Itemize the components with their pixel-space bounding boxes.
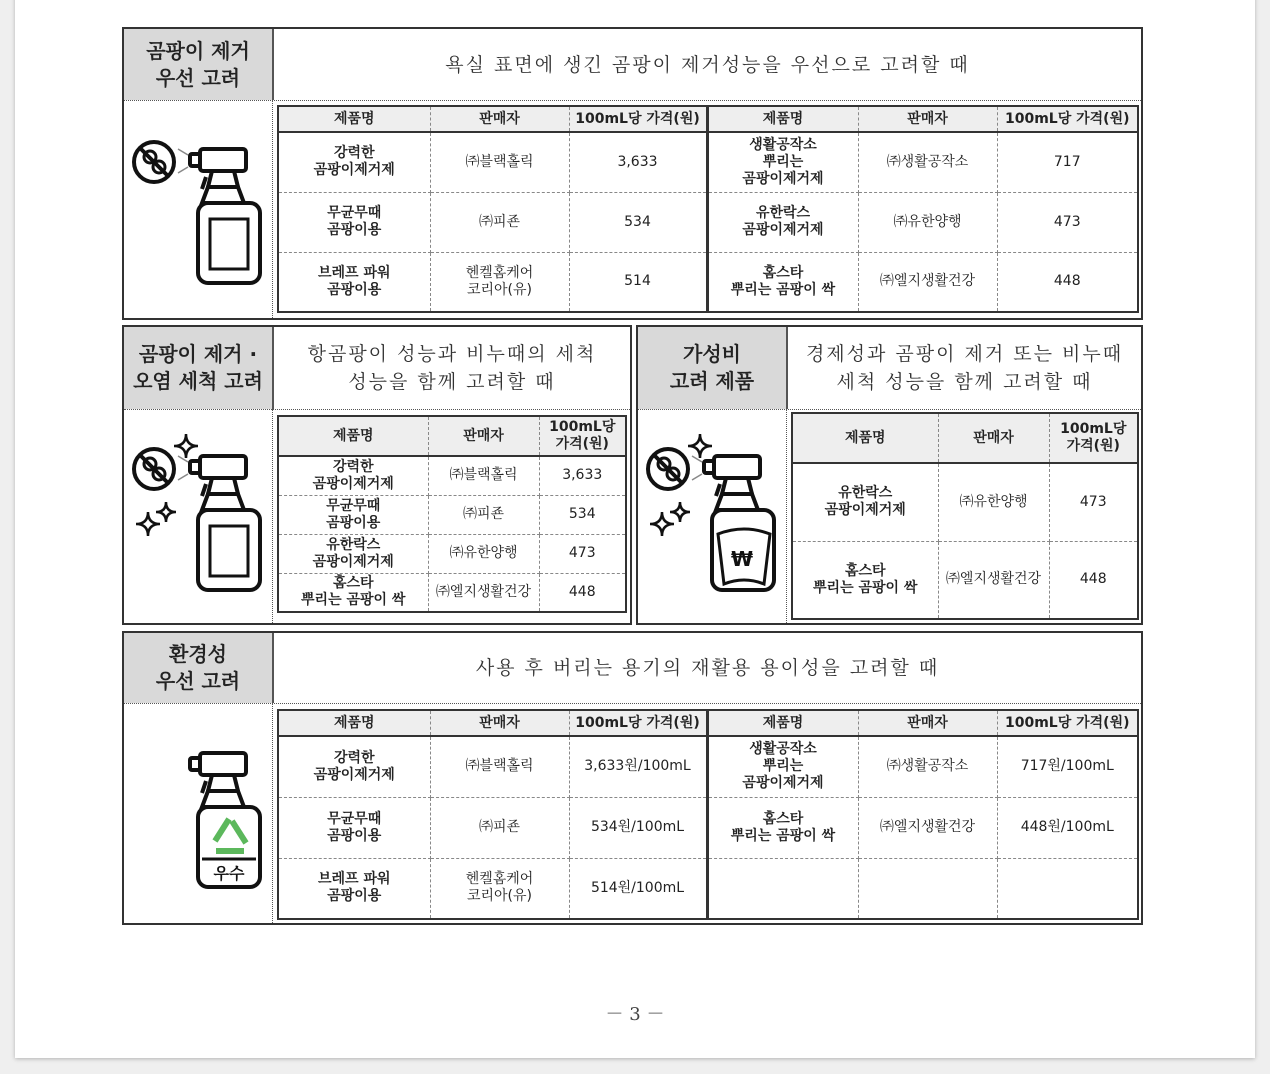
table-row [278,858,1138,919]
spray-bottle-icon [128,731,268,895]
price-cell: 473 [997,192,1138,252]
section-mold-and-stain-cleaning [122,325,632,625]
table-row [278,495,626,534]
spray-bottle-recycle-icon [124,703,273,923]
column-header: 100mL당 가격(원) [539,416,626,456]
section-cost-effective [636,325,1143,625]
product-name-cell: 브레프 파워 곰팡이용 [278,252,430,312]
price-cell: 534원/100mL [569,797,707,858]
product-name-cell: 홈스타 뿌리는 곰팡이 싹 [278,573,428,612]
seller-cell: ㈜유한양행 [858,192,997,252]
column-header: 판매자 [858,106,997,132]
product-name-cell: 홈스타 뿌리는 곰팡이 싹 [707,797,858,858]
section-label: 가성비 고려 제품 [638,327,788,409]
section-label: 곰팡이 제거 우선 고려 [124,29,274,100]
column-header: 제품명 [707,710,858,736]
section-environmental-priority [122,631,1143,925]
seller-cell: ㈜블랙홀릭 [428,456,539,495]
price-cell [997,858,1138,919]
seller-cell: ㈜엘지생활건강 [858,797,997,858]
column-header: 판매자 [430,106,569,132]
price-cell: 514원/100mL [569,858,707,919]
price-cell: 448 [1049,541,1138,619]
svg-text:우수: 우수 [213,864,245,883]
product-name-cell: 강력한 곰팡이제거제 [278,456,428,495]
section-description: 욕실 표면에 생긴 곰팡이 제거성능을 우선으로 고려할 때 [445,53,970,76]
seller-cell: ㈜피죤 [430,192,569,252]
price-cell: 3,633 [569,132,707,192]
section-description: 항곰팡이 성능과 비누때의 세척 성능을 함께 고려할 때 [307,343,597,393]
table-row [278,192,1138,252]
table-row [278,797,1138,858]
column-header: 판매자 [428,416,539,456]
product-name-cell: 유한락스 곰팡이제거제 [278,534,428,573]
column-header: 판매자 [938,413,1049,463]
seller-cell: ㈜생활공작소 [858,132,997,192]
seller-cell: ㈜엘지생활건강 [938,541,1049,619]
column-header: 100mL당 가격(원) [1049,413,1138,463]
seller-cell: ㈜피죤 [428,495,539,534]
svg-text:₩: ₩ [730,547,754,571]
product-name-cell: 무균무때 곰팡이용 [278,192,430,252]
product-table [277,709,1139,920]
seller-cell: ㈜피죤 [430,797,569,858]
table-header-row [278,710,1138,736]
seller-cell: ㈜블랙홀릭 [430,132,569,192]
product-name-cell: 유한락스 곰팡이제거제 [792,463,938,541]
product-name-cell: 강력한 곰팡이제거제 [278,736,430,797]
price-cell: 534 [539,495,626,534]
price-cell: 448 [997,252,1138,312]
price-cell: 448원/100mL [997,797,1138,858]
product-name-cell: 브레프 파워 곰팡이용 [278,858,430,919]
product-name-cell: 홈스타 뿌리는 곰팡이 싹 [707,252,858,312]
product-name-cell [707,858,858,919]
section-description: 사용 후 버리는 용기의 재활용 용이성을 고려할 때 [475,657,940,679]
seller-cell [858,858,997,919]
column-header: 100mL당 가격(원) [569,710,707,736]
price-cell: 3,633 [539,456,626,495]
price-cell: 473 [539,534,626,573]
spray-bottle-icon [642,434,782,598]
product-name-cell: 강력한 곰팡이제거제 [278,132,430,192]
column-header: 제품명 [707,106,858,132]
column-header: 100mL당 가격(원) [569,106,707,132]
seller-cell: ㈜엘지생활건강 [428,573,539,612]
section-label: 곰팡이 제거 · 오염 세척 고려 [124,327,274,409]
seller-cell: 헨켈홈케어 코리아(유) [430,252,569,312]
spray-bottle-icon [128,434,268,598]
price-cell: 473 [1049,463,1138,541]
table-row [278,736,1138,797]
seller-cell: ㈜블랙홀릭 [430,736,569,797]
column-header: 판매자 [430,710,569,736]
product-name-cell: 무균무때 곰팡이용 [278,495,428,534]
product-table [277,415,627,613]
column-header: 판매자 [858,710,997,736]
table-row [792,463,1138,541]
product-name-cell: 유한락스 곰팡이제거제 [707,192,858,252]
seller-cell: 헨켈홈케어 코리아(유) [430,858,569,919]
price-cell: 448 [539,573,626,612]
seller-cell: ㈜유한양행 [428,534,539,573]
seller-cell: ㈜생활공작소 [858,736,997,797]
price-cell: 514 [569,252,707,312]
table-row [278,573,626,612]
section-mold-removal-priority [122,27,1143,320]
column-header: 100mL당 가격(원) [997,106,1138,132]
column-header: 제품명 [278,416,428,456]
spray-bottle-mold-removal-icon [124,100,273,318]
seller-cell: ㈜엘지생활건강 [858,252,997,312]
product-table [791,412,1139,620]
section-description: 경제성과 곰팡이 제거 또는 비누때 세척 성능을 함께 고려할 때 [805,343,1124,393]
price-cell: 717 [997,132,1138,192]
price-cell: 534 [569,192,707,252]
price-cell: 717원/100mL [997,736,1138,797]
spray-bottle-icon [128,127,268,291]
product-name-cell: 무균무때 곰팡이용 [278,797,430,858]
table-header-row [792,413,1138,463]
table-row [792,541,1138,619]
price-cell: 3,633원/100mL [569,736,707,797]
product-table [277,105,1139,313]
table-header-row [278,106,1138,132]
table-row [278,456,626,495]
table-row [278,132,1138,192]
product-name-cell: 홈스타 뿌리는 곰팡이 싹 [792,541,938,619]
column-header: 제품명 [278,710,430,736]
spray-bottle-sparkle-icon [124,409,273,623]
section-label: 환경성 우선 고려 [124,633,274,703]
page-number: － 3 － [605,1004,665,1025]
column-header: 제품명 [792,413,938,463]
product-name-cell: 생활공작소 뿌리는 곰팡이제거제 [707,736,858,797]
table-row [278,534,626,573]
spray-bottle-won-icon [638,409,787,623]
table-row [278,252,1138,312]
column-header: 제품명 [278,106,430,132]
seller-cell: ㈜유한양행 [938,463,1049,541]
product-name-cell: 생활공작소 뿌리는 곰팡이제거제 [707,132,858,192]
column-header: 100mL당 가격(원) [997,710,1138,736]
table-header-row [278,416,626,456]
